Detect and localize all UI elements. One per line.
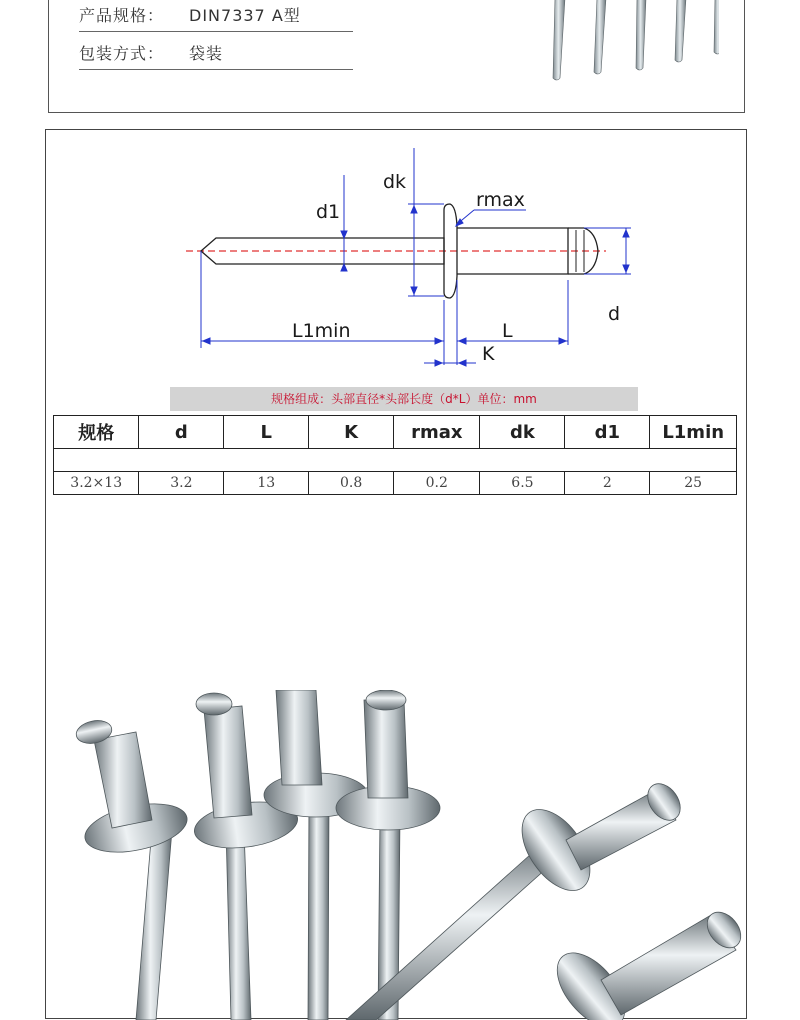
table-gap [54,449,737,472]
header-k: K [309,416,394,449]
spec-value: DIN7337 A型 [189,6,301,25]
spec-caption: 规格组成：头部直径*头部长度（d*L）单位：mm [170,387,638,411]
cell-l1min: 25 [650,472,737,495]
cell-d: 3.2 [139,472,224,495]
header-spec: 规格 [54,416,139,449]
cell-l: 13 [224,472,309,495]
label-l1min: L1min [292,320,351,342]
rivet-pins-image [489,0,719,88]
label-k: K [482,343,495,365]
rivet-spec-card [45,129,747,1019]
header-l: L [224,416,309,449]
header-rmax: rmax [394,416,480,449]
dimension-lines [201,148,631,366]
rivet-3 [264,690,368,1020]
packaging-value: 袋装 [189,44,224,63]
header-d1: d1 [565,416,650,449]
label-dk: dk [383,171,407,193]
cell-dk: 6.5 [480,472,565,495]
table-row [54,472,737,495]
packaging-label: 包装方式： [79,44,165,63]
spec-label: 产品规格： [79,6,165,25]
label-l: L [502,320,513,342]
header-l1min: L1min [650,416,737,449]
rivet-dimension-diagram [46,130,746,385]
rivet-product-photo [46,690,746,1020]
label-d1: d1 [316,201,341,223]
header-dk: dk [480,416,565,449]
label-rmax: rmax [476,189,525,211]
rivet-6 [544,906,746,1020]
header-d: d [139,416,224,449]
product-info-card [48,0,745,113]
packaging-row [79,36,353,70]
cell-k: 0.8 [309,472,394,495]
cell-spec: 3.2×13 [54,472,139,495]
label-d: d [608,303,621,325]
rivet-1 [74,717,191,1020]
cell-rmax: 0.2 [394,472,480,495]
spec-row [79,0,353,32]
spec-table [53,415,737,495]
table-header-row [54,416,737,449]
cell-d1: 2 [565,472,650,495]
